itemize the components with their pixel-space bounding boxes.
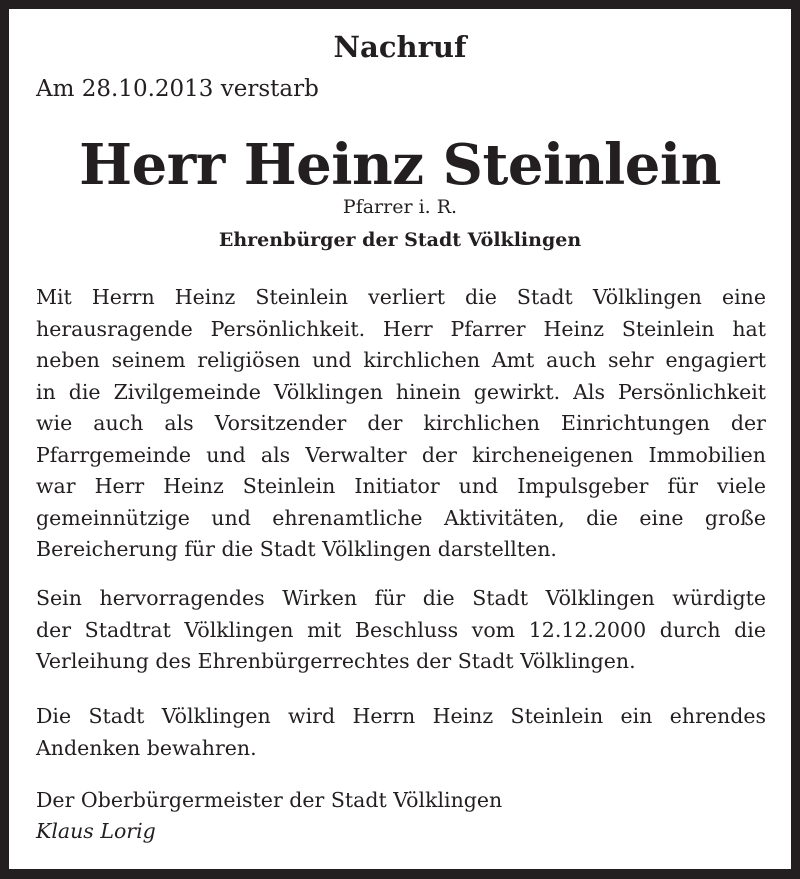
death-date-line: Am 28.10.2013 verstarb: [36, 76, 319, 102]
text-line: Pfarrgemeinde und als Verwalter der kircheneigenen Immobilien: [36, 442, 766, 467]
text-line: gemeinnützige und ehrenamtliche Aktivitäten, die eine große: [36, 505, 766, 530]
text-line: herausragende Persönlichkeit. Herr Pfarrer Heinz Steinlein hat: [36, 316, 766, 341]
text-line: Mit Herrn Heinz Steinlein verliert die Stadt Völklingen eine: [36, 285, 766, 309]
text-line: Verleihung des Ehrenbürgerrechtes der Stadt Völklingen.: [36, 649, 636, 673]
signature-title: Der Oberbürgermeister der Stadt Völklingen: [36, 788, 503, 812]
deceased-name: Herr Heinz Steinlein: [79, 132, 721, 198]
signature-name: Klaus Lorig: [36, 819, 156, 843]
honor-title: Ehrenbürger der Stadt Völklingen: [218, 229, 582, 251]
text-line: war Herr Heinz Steinlein Initiator und Impulsgeber für viele: [36, 474, 766, 498]
text-line: Sein hervorragendes Wirken für die Stadt Völklingen würdigte: [36, 586, 766, 610]
text-line: neben seinem religiösen und kirchlichen Amt auch sehr engagiert: [36, 348, 766, 372]
text-line: wie auch als Vorsitzender der kirchlichen Einrichtungen der: [36, 411, 766, 435]
paragraph-3: [36, 701, 766, 764]
text-line: Bereicherung für die Stadt Völklingen darstellten.: [36, 537, 557, 561]
role: Pfarrer i. R.: [342, 196, 458, 218]
paragraph-2: [36, 583, 766, 678]
text-line: Andenken bewahren.: [36, 735, 257, 760]
heading: Nachruf: [333, 30, 467, 64]
text-line: Die Stadt Völklingen wird Herrn Heinz Steinlein ein ehrendes: [36, 704, 766, 728]
text-line: der Stadtrat Völklingen mit Beschluss vom 12.12.2000 durch die: [36, 617, 766, 642]
paragraph-1: [36, 282, 766, 566]
text-line: in die Zivilgemeinde Völklingen hinein gewirkt. Als Persönlichkeit: [36, 379, 766, 404]
